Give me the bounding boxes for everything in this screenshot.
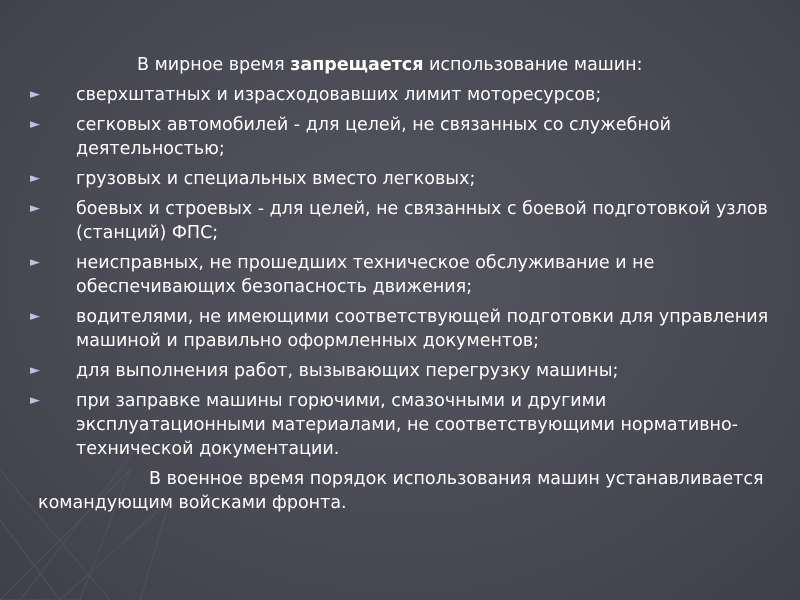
arrow-bullet-icon: ► [30,171,40,186]
arrow-bullet-icon: ► [30,255,40,270]
list-item-text: боевых и строевых - для целей, не связанных с боевой подготовкой узлов (станций) ФПС; [76,199,768,243]
arrow-bullet-icon: ► [30,393,40,408]
arrow-bullet-icon: ► [30,117,40,132]
list-item-text: сегковых автомобилей - для целей, не связанных со служебной деятельностью; [76,115,671,159]
list-item [30,389,775,461]
list-item-text: неисправных, не прошедших техническое обслуживание и не обеспечивающих безопасность движения; [76,253,655,297]
arrow-bullet-icon: ► [30,201,40,216]
intro-line [30,53,775,77]
list-item [30,197,775,245]
list-item [30,359,775,383]
list-item-text: водителями, не имеющими соответствующей подготовки для управления машиной и правильно оформленных документов; [76,307,769,351]
list-item [30,305,775,353]
intro-bold-word: запрещается [290,55,424,75]
list-item [30,251,775,299]
list-item [30,83,775,107]
list-item-text: сверхштатных и израсходовавших лимит моторесурсов; [76,85,602,105]
intro-text-end: использование машин: [423,55,643,75]
list-item-text: при заправке машины горючими, смазочными и другими эксплуатационными материалами, не соответствующими нормативно-технической документации. [76,391,738,459]
arrow-bullet-icon: ► [30,309,40,324]
prohibition-list [30,83,775,461]
arrow-bullet-icon: ► [30,363,40,378]
slide-content [30,53,775,515]
arrow-bullet-icon: ► [30,87,40,102]
intro-text-start: В мирное время [137,55,291,75]
list-item [30,113,775,161]
outro-paragraph: В военное время порядок использования машин устанавливается командующим войсками фронта. [38,469,764,513]
list-item-text: для выполнения работ, вызывающих перегрузку машины; [76,361,619,381]
list-item-text: грузовых и специальных вместо легковых; [76,169,476,189]
list-item [30,167,775,191]
